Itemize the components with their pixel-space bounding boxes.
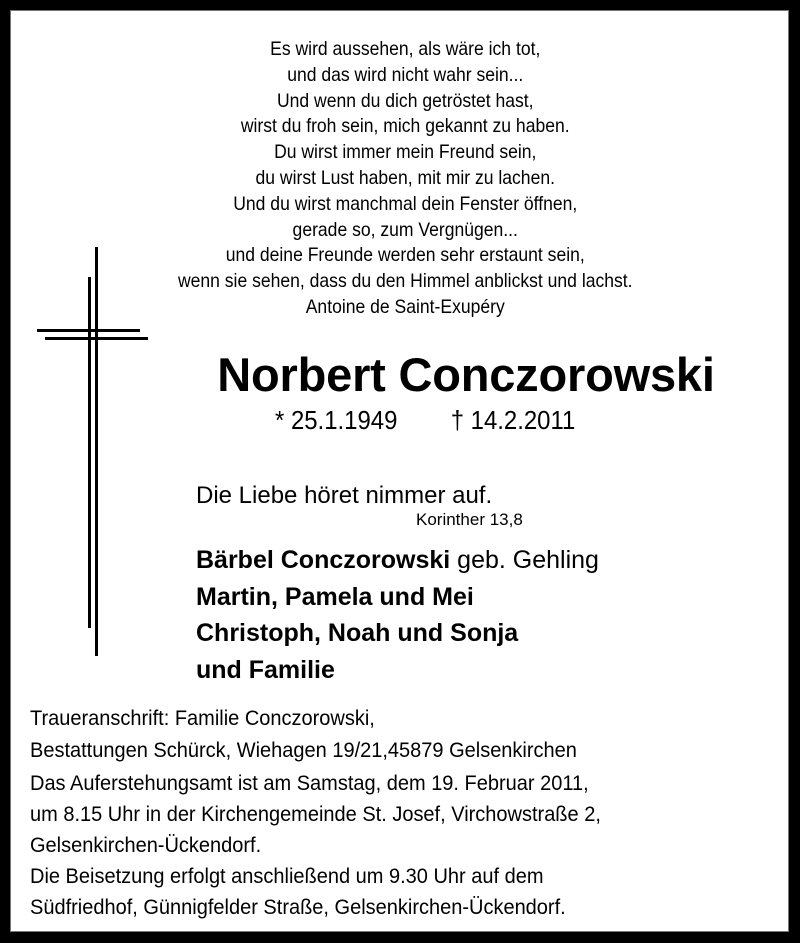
- death-date: † 14.2.2011: [450, 405, 576, 435]
- cross-vertical-bar: [95, 247, 98, 656]
- poem-line: wirst du froh sein, mich gekannt zu haben.: [240, 115, 570, 138]
- service-details: [30, 768, 601, 923]
- poem-line: und das wird nicht wahr sein...: [287, 63, 524, 86]
- mourner-line: Christoph, Noah und Sonja: [196, 619, 519, 647]
- poem-line: gerade so, zum Vergnügen...: [292, 218, 518, 241]
- poem-line: Und wenn du dich getröstet hast,: [276, 89, 534, 112]
- poem: [55, 37, 756, 321]
- mourner-line: Martin, Pamela und Mei: [196, 582, 474, 611]
- poem-author: Antoine de Saint-Exupéry: [305, 295, 505, 318]
- service-line: um 8.15 Uhr in der Kirchengemeinde St. Josef, Virchowstraße 2,: [30, 802, 601, 826]
- birth-date: * 25.1.1949: [275, 405, 398, 435]
- cross-horizontal-bar: [45, 337, 148, 340]
- service-line: Gelsenkirchen-Ückendorf.: [30, 833, 262, 857]
- poem-line: Es wird aussehen, als wäre ich tot,: [270, 38, 541, 60]
- bible-verse-reference: Korinther 13,8: [416, 510, 523, 529]
- life-dates: [275, 405, 575, 435]
- poem-line: wenn sie sehen, dass du den Himmel anblickst und lachst.: [177, 270, 633, 293]
- cross-horizontal-bar: [37, 329, 140, 332]
- service-line: Die Beisetzung erfolgt anschließend um 9.30 Uhr auf dem: [30, 864, 544, 888]
- address-line: Traueranschrift: Familie Conczorowski,: [30, 706, 375, 730]
- spouse-name: Bärbel Conczorowski: [196, 546, 451, 574]
- mourner-line: und Familie: [196, 655, 335, 684]
- poem-line: und deine Freunde werden sehr erstaunt sein,: [225, 244, 585, 267]
- poem-line: Und du wirst manchmal dein Fenster öffnen,: [233, 192, 578, 215]
- poem-line: du wirst Lust haben, mit mir zu lachen.: [255, 166, 555, 189]
- obituary-notice: [10, 10, 789, 932]
- deceased-name: Norbert Conczorowski: [217, 348, 715, 401]
- address-line: Bestattungen Schürck, Wiehagen 19/21,45879 Gelsenkirchen: [30, 738, 577, 762]
- bible-verse: Die Liebe höret nimmer auf.: [196, 482, 493, 509]
- service-line: Südfriedhof, Günnigfelder Straße, Gelsenkirchen-Ückendorf.: [30, 895, 566, 919]
- mourners-list: [196, 542, 599, 688]
- poem-line: Du wirst immer mein Freund sein,: [274, 141, 537, 164]
- service-line: Das Auferstehungsamt ist am Samstag, dem 19. Februar 2011,: [30, 771, 589, 795]
- mourning-address: [30, 702, 577, 766]
- mourner-spouse: [196, 542, 599, 579]
- spouse-maiden-name: geb. Gehling: [450, 546, 599, 574]
